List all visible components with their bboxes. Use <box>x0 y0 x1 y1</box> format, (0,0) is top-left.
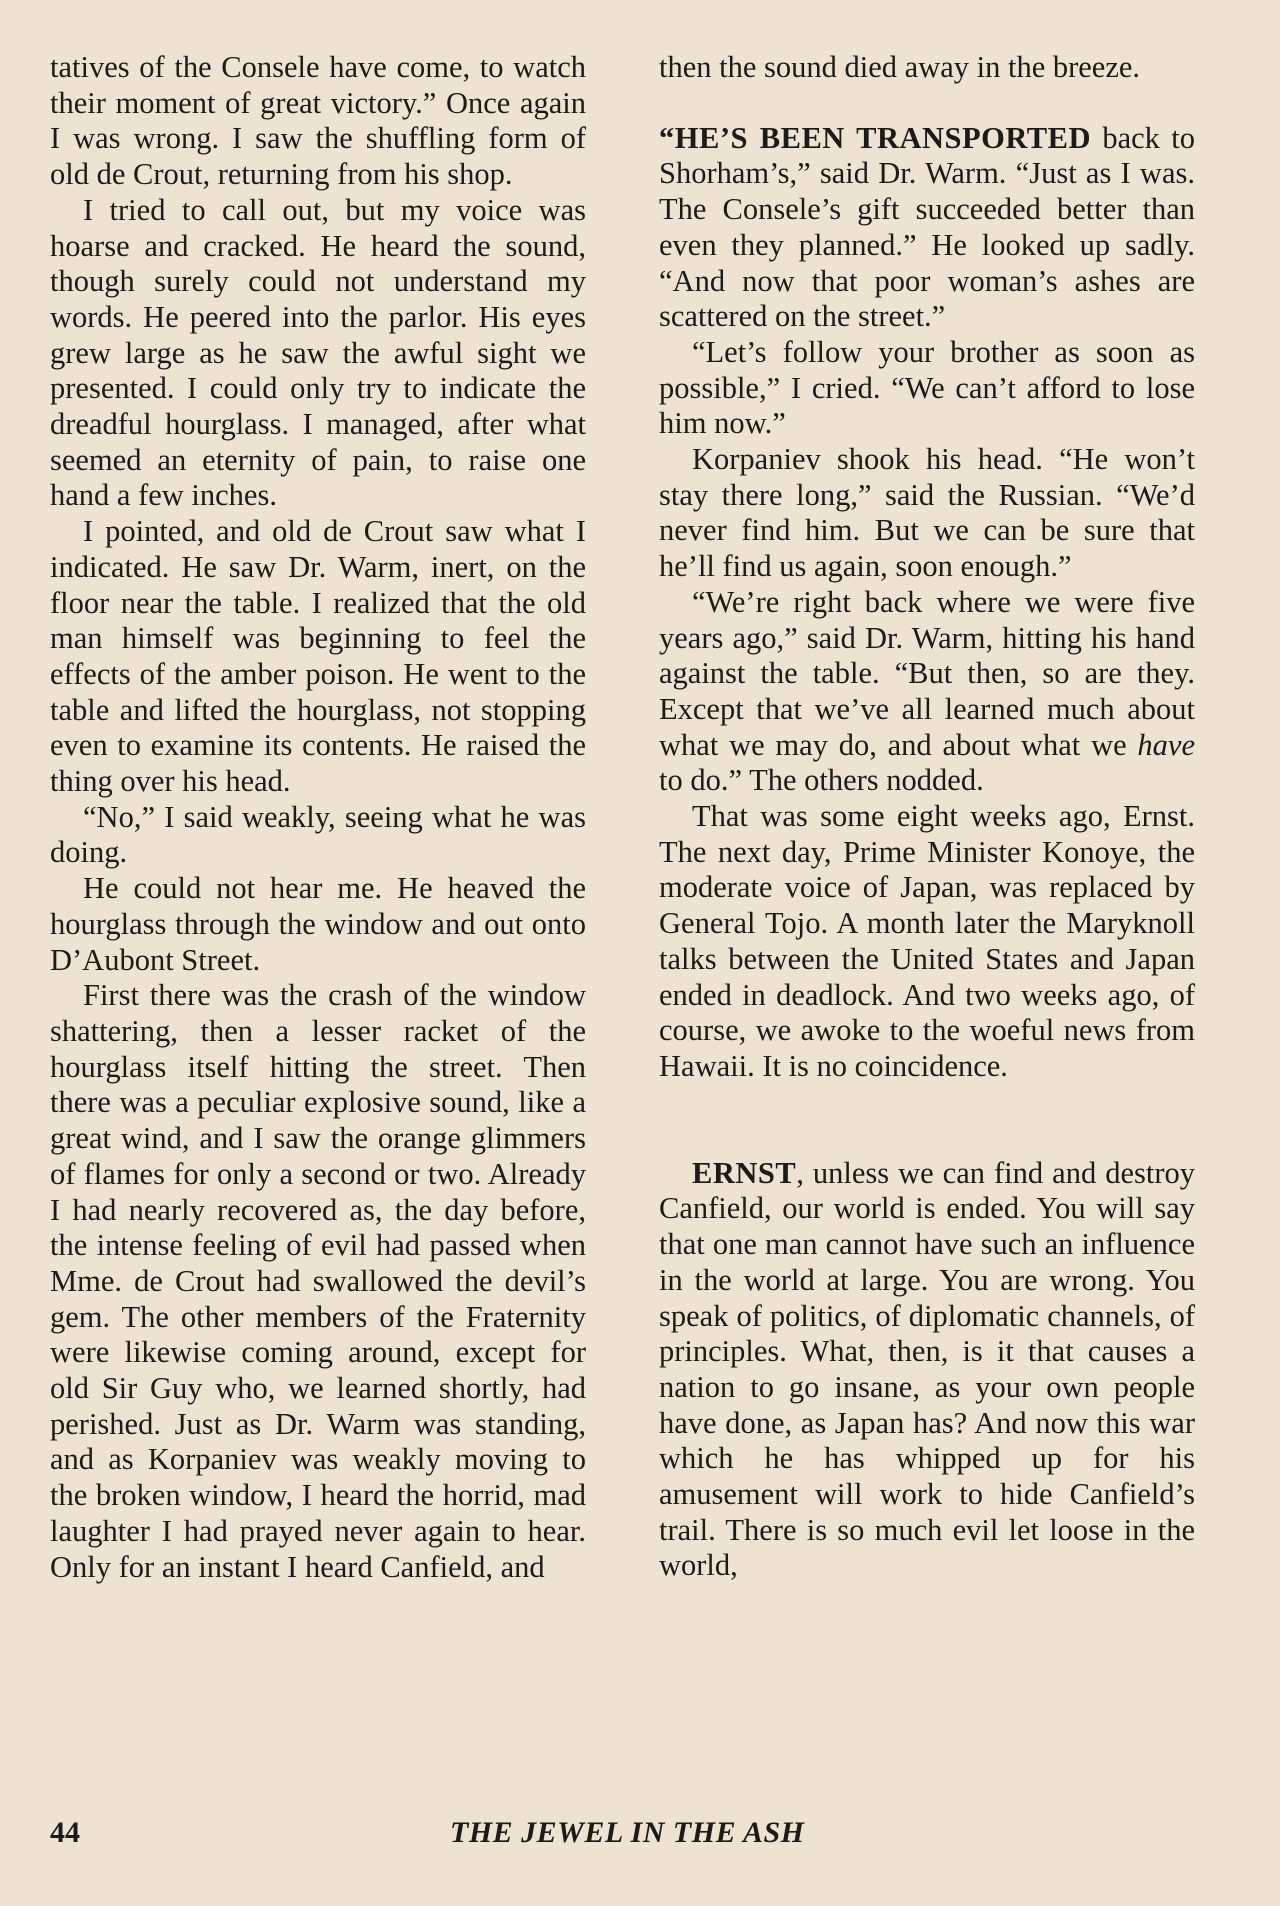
section-lead-in: “HE’S BEEN TRANSPORTED <box>659 120 1092 155</box>
paragraph: I tried to call out, but my voice was hoarse and cracked. He heard the sound, though surely could not understand my words. He peered into the parlor. His eyes grew large as he saw the awful sight we presented. I could only try to indicate the dreadful hourglass. I managed, after what seemed an eternity of pain, to raise one hand a few inches. <box>50 192 586 513</box>
section-paragraph <box>659 121 1195 335</box>
left-column <box>50 50 586 1585</box>
paragraph-text: back to Shorham’s,” said Dr. Warm. “Just as I was. The Consele’s gift succeeded better than even they planned.” He looked up sadly. “And now that poor woman’s ashes are scattered on the street.” <box>659 120 1195 334</box>
paragraph: “Let’s follow your brother as soon as possible,” I cried. “We can’t afford to lose him now.” <box>659 334 1195 441</box>
paragraph-text: , unless we can find and destroy Canfield, our world is ended. You will say that one man cannot have such an influence in the world at large. You are wrong. You speak of politics, of diplomatic channels, of principles. What, then, is it that causes a nation to go insane, as your own people have done, as Japan has? And now this war which he has whipped up for his amusement will work to hide Canfield’s trail. There is so much evil let loose in the world, <box>659 1155 1195 1583</box>
paragraph-text: to do.” The others nodded. <box>659 763 984 798</box>
right-column <box>659 50 1195 1584</box>
section-lead-in: ERNST <box>692 1155 797 1190</box>
paragraph-text: “We’re right back where we were five years ago,” said Dr. Warm, hitting his hand against the table. “But then, so are they. Except that we’ve all learned much about what we may do, and about what we <box>659 584 1195 762</box>
section-paragraph <box>659 1156 1195 1584</box>
page-number: 44 <box>50 1816 80 1849</box>
paragraph: That was some eight weeks ago, Ernst. The next day, Prime Minister Konoye, the moderate voice of Japan, was replaced by General Tojo. A month later the Maryknoll talks between the United States and Japan ended in deadlock. And two weeks ago, of course, we awoke to the woeful news from Hawaii. It is no coincidence. <box>659 799 1195 1083</box>
paragraph: tatives of the Consele have come, to watch their moment of great victory.” Once again I was wrong. I saw the shuffling form of old de Crout, returning from his shop. <box>50 50 586 192</box>
paragraph: He could not hear me. He heaved the hourglass through the window and out onto D’Aubont Street. <box>50 871 586 977</box>
running-title: THE JEWEL IN THE ASH <box>450 1816 805 1849</box>
paragraph <box>659 585 1195 799</box>
paragraph: “No,” I said weakly, seeing what he was doing. <box>50 799 586 870</box>
paragraph: then the sound died away in the breeze. <box>659 50 1141 84</box>
emphasis: have <box>1137 727 1195 762</box>
paragraph: I pointed, and old de Crout saw what I indicated. He saw Dr. Warm, inert, on the floor near the table. I realized that the old man himself was beginning to feel the effects of the amber poison. He went to the table and lifted the hourglass, not stopping even to examine its contents. He raised the thing over his head. <box>50 514 586 799</box>
paragraph: Korpaniev shook his head. “He won’t stay there long,” said the Russian. “We’d never find him. But we can be sure that he’ll find us again, soon enough.” <box>659 442 1195 584</box>
paragraph: First there was the crash of the window shattering, then a lesser racket of the hourglass itself hitting the street. Then there was a peculiar explosive sound, like a great wind, and I saw the orange glimmers of flames for only a second or two. Already I had nearly recovered as, the day before, the intense feeling of evil had passed when Mme. de Crout had swallowed the devil’s gem. The other members of the Fraternity were likewise coming around, except for old Sir Guy who, we learned shortly, had perished. Just as Dr. Warm was standing, and as Korpaniev was weakly moving to the broken window, I heard the horrid, mad laughter I had prayed never again to hear. Only for an instant I heard Canfield, and <box>50 978 586 1584</box>
